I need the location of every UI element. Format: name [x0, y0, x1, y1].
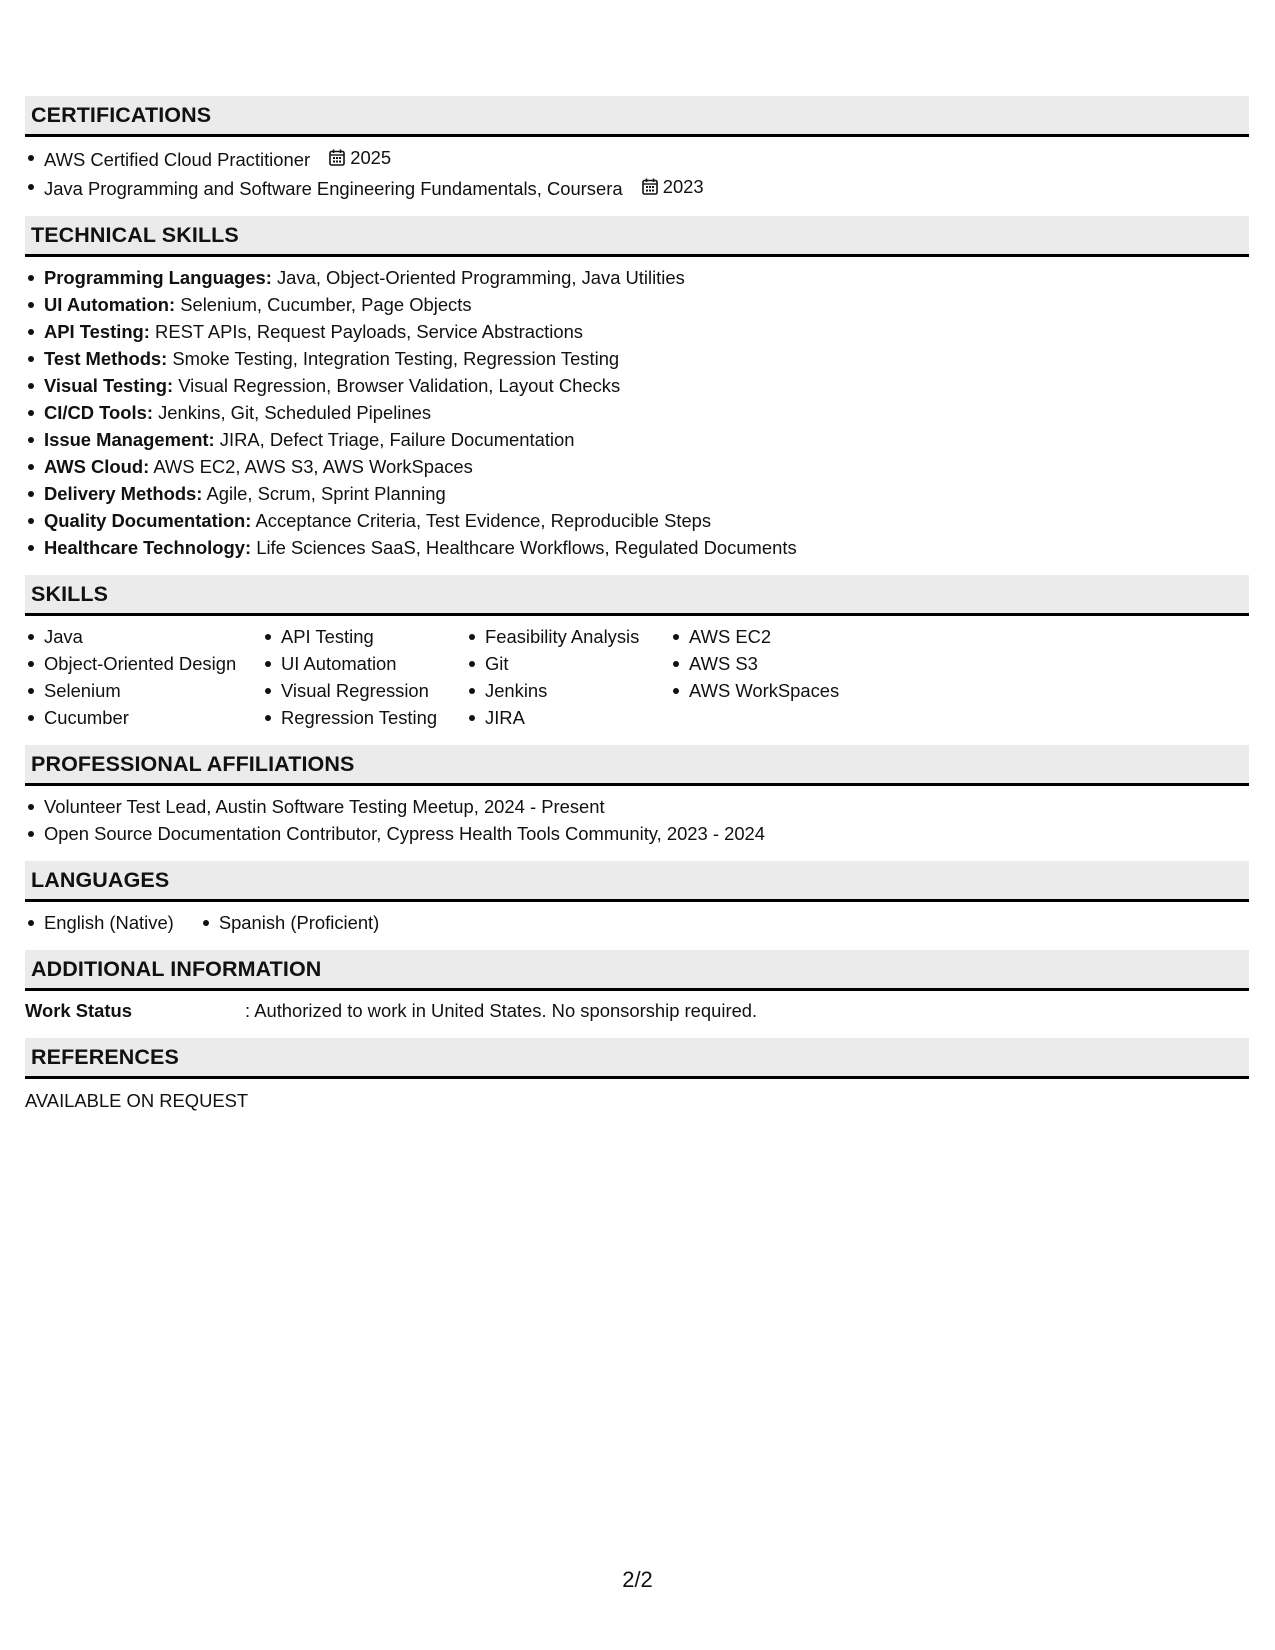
skills-column	[25, 623, 262, 731]
certification-year: 2023	[662, 176, 704, 197]
skill-values: Acceptance Criteria, Test Evidence, Reproducible Steps	[251, 510, 712, 531]
certifications-list	[25, 137, 1249, 202]
technical-skill-item	[25, 372, 1249, 399]
technical-skill-item	[25, 480, 1249, 507]
languages-header	[25, 861, 1249, 902]
skill-values: Jenkins, Git, Scheduled Pipelines	[152, 402, 432, 423]
references-header	[25, 1038, 1249, 1079]
section-title: TECHNICAL SKILLS	[31, 222, 239, 247]
technical-skill-item	[25, 291, 1249, 318]
skill-item: Jenkins	[466, 677, 670, 704]
skills-header	[25, 575, 1249, 616]
skill-item: Object-Oriented Design	[25, 650, 262, 677]
affiliations-section	[25, 745, 1249, 847]
skill-category: AWS Cloud:	[44, 456, 150, 477]
technical-skill-item	[25, 399, 1249, 426]
skill-category: Programming Languages:	[44, 267, 272, 288]
skill-item: Selenium	[25, 677, 262, 704]
technical-skill-item	[25, 318, 1249, 345]
calendar-icon	[329, 149, 345, 166]
skill-category: Quality Documentation:	[44, 510, 252, 531]
skill-item: Git	[466, 650, 670, 677]
skill-category: Visual Testing:	[44, 375, 174, 396]
skill-category: Healthcare Technology:	[44, 537, 252, 558]
skill-values: Java, Object-Oriented Programming, Java Utilities	[271, 267, 685, 288]
certification-item	[25, 144, 1249, 173]
work-status-row	[25, 991, 1249, 1024]
work-status-value: : Authorized to work in United States. No sponsorship required.	[245, 1000, 758, 1021]
certification-date	[642, 173, 704, 200]
skills-column	[670, 623, 874, 731]
skill-category: Delivery Methods:	[44, 483, 203, 504]
skill-values: Selenium, Cucumber, Page Objects	[175, 294, 472, 315]
technical-skill-item	[25, 264, 1249, 291]
skill-item: API Testing	[262, 623, 466, 650]
skill-values: REST APIs, Request Payloads, Service Abstractions	[149, 321, 583, 342]
skill-values: AWS EC2, AWS S3, AWS WorkSpaces	[149, 456, 473, 477]
certification-name: Java Programming and Software Engineering Fundamentals, Coursera	[44, 178, 623, 199]
work-status-label: Work Status	[25, 1000, 132, 1021]
certification-name: AWS Certified Cloud Practitioner	[44, 149, 311, 170]
calendar-icon	[642, 178, 658, 195]
skills-column	[262, 623, 466, 731]
skill-values: Visual Regression, Browser Validation, Layout Checks	[173, 375, 621, 396]
language-item: Spanish (Proficient)	[200, 909, 379, 936]
skill-item: AWS EC2	[670, 623, 874, 650]
skill-category: Test Methods:	[44, 348, 168, 369]
technical-skill-item	[25, 534, 1249, 561]
skill-category: API Testing:	[44, 321, 150, 342]
certification-year: 2025	[350, 147, 392, 168]
technical-skill-item	[25, 345, 1249, 372]
skill-item: UI Automation	[262, 650, 466, 677]
section-title: PROFESSIONAL AFFILIATIONS	[31, 751, 355, 776]
skill-item: Feasibility Analysis	[466, 623, 670, 650]
affiliation-item: Open Source Documentation Contributor, Cypress Health Tools Community, 2023 - 2024	[25, 820, 1249, 847]
additional-information-section	[25, 950, 1249, 1024]
skill-item: AWS WorkSpaces	[670, 677, 874, 704]
technical-skill-item	[25, 453, 1249, 480]
certification-item	[25, 173, 1249, 202]
language-item: English (Native)	[25, 909, 174, 936]
certification-date	[329, 144, 391, 171]
skill-item: Java	[25, 623, 262, 650]
languages-section	[25, 861, 1249, 936]
certifications-section	[25, 96, 1249, 202]
skill-item: AWS S3	[670, 650, 874, 677]
certifications-header	[25, 96, 1249, 137]
skills-section	[25, 575, 1249, 731]
skill-values: Smoke Testing, Integration Testing, Regression Testing	[167, 348, 620, 369]
section-title: REFERENCES	[31, 1044, 179, 1069]
technical-skills-section	[25, 216, 1249, 561]
resume-page	[25, 96, 1249, 1128]
section-title: LANGUAGES	[31, 867, 170, 892]
skill-values: Life Sciences SaaS, Healthcare Workflows, Regulated Documents	[251, 537, 797, 558]
skill-values: JIRA, Defect Triage, Failure Documentation	[214, 429, 575, 450]
affiliations-header	[25, 745, 1249, 786]
technical-skills-list	[25, 257, 1249, 561]
skills-column	[466, 623, 670, 731]
additional-information-header	[25, 950, 1249, 991]
skills-columns	[25, 616, 1249, 731]
affiliation-item: Volunteer Test Lead, Austin Software Testing Meetup, 2024 - Present	[25, 793, 1249, 820]
section-title: CERTIFICATIONS	[31, 102, 212, 127]
section-title: SKILLS	[31, 581, 109, 606]
skill-item: Cucumber	[25, 704, 262, 731]
technical-skills-header	[25, 216, 1249, 257]
section-title: ADDITIONAL INFORMATION	[31, 956, 322, 981]
affiliations-list	[25, 786, 1249, 847]
page-number: 2/2	[622, 1567, 653, 1592]
references-text: AVAILABLE ON REQUEST	[25, 1090, 249, 1111]
technical-skill-item	[25, 507, 1249, 534]
technical-skill-item	[25, 426, 1249, 453]
skill-values: Agile, Scrum, Sprint Planning	[202, 483, 446, 504]
skill-category: UI Automation:	[44, 294, 176, 315]
skill-item: Regression Testing	[262, 704, 466, 731]
skill-category: CI/CD Tools:	[44, 402, 153, 423]
skill-item: JIRA	[466, 704, 670, 731]
references-section	[25, 1038, 1249, 1114]
languages-list	[25, 902, 1249, 936]
skill-item: Visual Regression	[262, 677, 466, 704]
skill-category: Issue Management:	[44, 429, 215, 450]
